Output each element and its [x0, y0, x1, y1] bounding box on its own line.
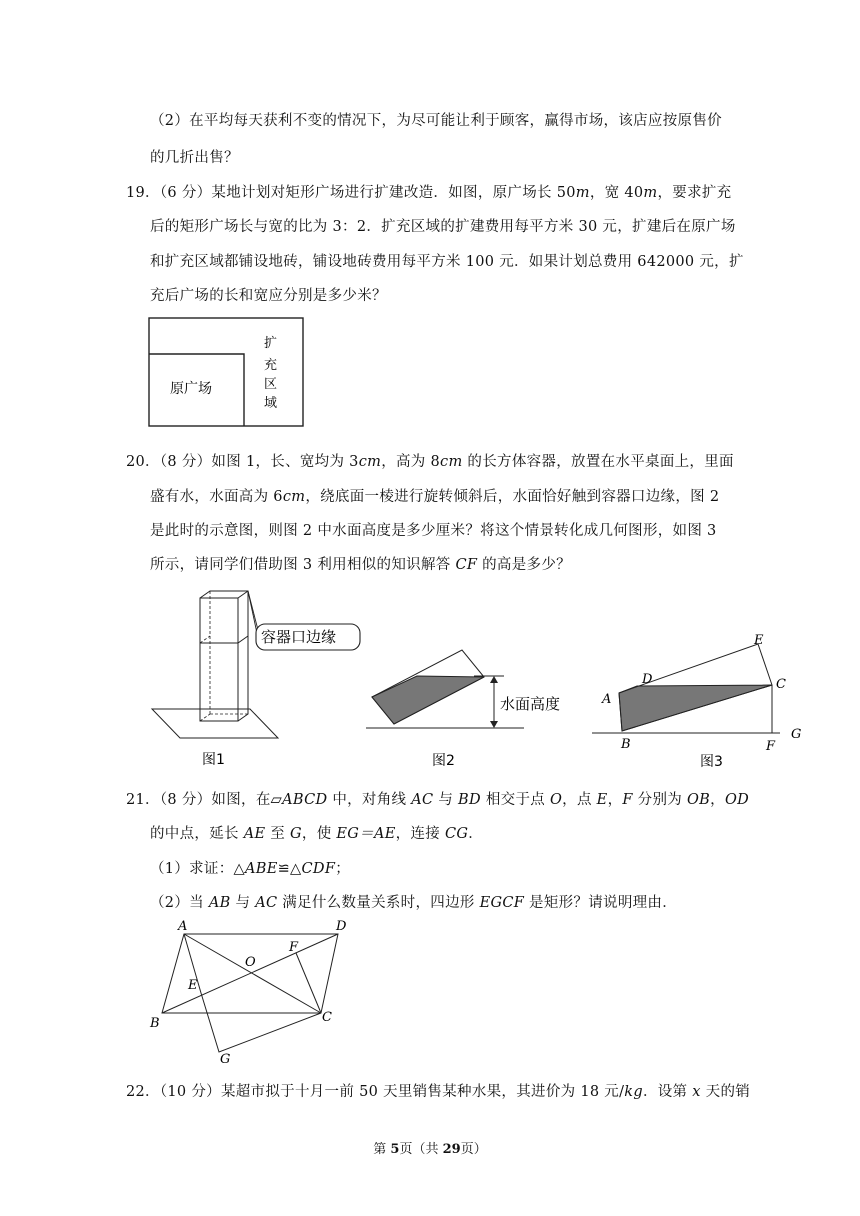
q20-fig2-arrowhead-down — [490, 721, 498, 728]
q20-fig1-hidden-edge — [200, 714, 210, 721]
q21-var: AC — [411, 792, 434, 808]
q20-fig1-water-hidden — [200, 636, 210, 643]
q19-expand-label-1: 扩 — [264, 336, 278, 351]
q19-text: 和扩充区域都铺设地砖，铺设地砖费用每平方米 100 元．如果计划总费用 642000 元，扩 — [150, 254, 744, 270]
q20-unit: cm — [440, 454, 463, 470]
q21-var: O — [549, 792, 563, 808]
q20-figure2 — [366, 645, 581, 770]
q20-fig3-point-F: F — [766, 739, 776, 754]
q21-figure — [144, 917, 364, 1067]
footer-text: 页） — [460, 1142, 487, 1157]
q22-unit: kg — [624, 1084, 643, 1100]
q20-text: 盛有水，水面高为 6 — [150, 489, 283, 505]
q21-text: ，连接 — [395, 826, 445, 842]
q19-line3 — [150, 250, 744, 271]
q21-var: AB — [208, 895, 231, 911]
q20-fig1-table — [152, 709, 278, 738]
q20-line1 — [126, 450, 734, 471]
q21-diagonal-bd — [162, 934, 338, 1013]
q21-part2 — [150, 891, 677, 912]
total-pages: 29 — [442, 1142, 461, 1157]
q19-expand-label-4: 域 — [264, 396, 278, 411]
q20-text: ，高为 8 — [381, 454, 441, 470]
q19-expand-label-3: 区 — [264, 377, 278, 392]
q21-text: 中，对角线 — [327, 792, 412, 808]
q20-var: CF — [455, 557, 478, 573]
q22-text: 天的销 — [700, 1084, 751, 1100]
q21-var: EGCF — [479, 895, 525, 911]
q21-var: BD — [458, 792, 481, 808]
q21-ae-to-g-to-c — [184, 934, 321, 1052]
q20-fig1-box-front — [200, 598, 238, 721]
q19-figure — [148, 317, 306, 429]
q21-point-B: B — [150, 1016, 160, 1031]
q20-fig3-caption: 图3 — [700, 754, 723, 770]
q20-fig2-water — [372, 676, 484, 724]
page-footer — [0, 1138, 860, 1157]
q22-line1 — [126, 1080, 750, 1101]
q21-var: EG＝AE — [336, 826, 396, 842]
q20-line2 — [150, 485, 719, 506]
q19-line1 — [126, 181, 731, 202]
q21-text: ≌△ — [277, 861, 302, 877]
page-number: 5 — [390, 1142, 400, 1157]
q20-text: 20．（8 分）如图 1，长、宽均为 3 — [126, 454, 359, 470]
q21-text: 的中点，延长 — [150, 826, 244, 842]
q20-text: 所示，请同学们借助图 3 利用相似的知识解答 — [150, 557, 456, 573]
q21-point-F: F — [289, 940, 299, 955]
q21-text: ，点 — [562, 792, 597, 808]
q21-text: ，使 — [301, 826, 337, 842]
q21-text: 是矩形？请说明理由． — [524, 895, 678, 911]
q21-var: CG — [444, 826, 469, 842]
q21-text: 分别为 — [632, 792, 687, 808]
q18-part2-text2: 的几折出售？ — [150, 150, 239, 166]
q20-fig3-point-C: C — [776, 677, 786, 692]
q20-fig2-caption: 图2 — [432, 753, 455, 769]
q21-var: CDF — [301, 861, 336, 877]
q21-var: OD — [724, 792, 750, 808]
q21-text: （2）当 — [150, 895, 209, 911]
q21-text: 至 — [265, 826, 290, 842]
q20-unit: cm — [282, 489, 306, 505]
q21-var: OB — [686, 792, 711, 808]
q21-cf — [296, 953, 321, 1013]
q20-unit: cm — [358, 454, 382, 470]
q21-text: 相交于点 — [480, 792, 550, 808]
footer-text: 页（共 — [399, 1142, 443, 1157]
q19-expand-label-2: 充 — [264, 358, 278, 373]
q21-text: ， — [710, 792, 725, 808]
q21-part1 — [150, 857, 350, 878]
q21-var: AC — [255, 895, 278, 911]
q19-text: 19．（6 分）某地计划对矩形广场进行扩建改造．如图，原广场长 50 — [126, 185, 576, 201]
q20-fig1-callout: 容器口边缘 — [261, 628, 337, 646]
q21-text: ， — [607, 792, 623, 808]
q21-text: 与 — [230, 895, 256, 911]
q21-var: ABE — [244, 861, 278, 877]
q20-fig3-point-G: G — [791, 727, 802, 742]
q21-var: ABCD — [282, 792, 328, 808]
q21-text: ； — [335, 861, 351, 877]
q21-point-D: D — [336, 919, 347, 934]
q19-outer-rect — [149, 318, 303, 426]
q18-part2-text1: （2）在平均每天获利不变的情况下，为尽可能让利于顾客，赢得市场，该店应按原售价 — [150, 113, 722, 129]
q20-text: 是此时的示意图，则图 2 中水面高度是多少厘米？将这个情景转化成几何图形，如图 3 — [150, 523, 717, 539]
q21-diagonal-ac — [184, 934, 321, 1013]
q20-text: ，绕底面一棱进行旋转倾斜后，水面恰好触到容器口边缘，图 2 — [305, 489, 720, 505]
footer-text: 第 — [373, 1142, 391, 1157]
q22-text: ．设第 — [642, 1084, 693, 1100]
q21-text: （1）求证：△ — [150, 861, 245, 877]
q19-original-label: 原广场 — [170, 381, 212, 397]
q21-text: 与 — [433, 792, 459, 808]
q19-text: ，宽 40 — [589, 185, 644, 201]
q21-text: ． — [468, 826, 484, 842]
q20-fig1-box-back — [200, 591, 248, 721]
q19-text: 充后广场的长和宽应分别是多少米？ — [150, 288, 387, 304]
q19-text: 后的矩形广场长与宽的比为 3：2．扩充区域的扩建费用每平方米 30 元，扩建后在原广场 — [150, 219, 736, 235]
q20-fig3-point-B: B — [621, 737, 631, 752]
q19-unit: m — [575, 185, 590, 201]
q21-line1 — [126, 788, 749, 809]
q21-point-A: A — [178, 919, 188, 934]
q21-var: G — [290, 826, 302, 842]
q20-text: 的高是多少？ — [477, 557, 571, 573]
q20-line3 — [150, 519, 717, 540]
q19-unit: m — [643, 185, 658, 201]
q20-fig1-water-line — [200, 636, 248, 643]
q19-line4 — [150, 284, 387, 305]
q20-text: 的长方体容器，放置在水平桌面上，里面 — [462, 454, 734, 470]
q21-line2 — [150, 822, 483, 843]
q20-line4 — [150, 553, 571, 574]
q20-fig3-point-A: A — [602, 692, 612, 707]
q20-fig3-point-E: E — [754, 633, 764, 648]
q20-fig1-caption: 图1 — [202, 752, 225, 768]
q20-fig2-label: 水面高度 — [500, 695, 561, 713]
q20-figure3 — [592, 630, 812, 772]
q21-text: 21．（8 分）如图，在▱ — [126, 792, 283, 808]
q19-text: ，要求扩充 — [657, 185, 732, 201]
q21-var: AE — [243, 826, 266, 842]
q19-line2 — [150, 215, 736, 236]
q21-var: F — [622, 792, 633, 808]
q20-figure1 — [150, 588, 365, 770]
q18-part2-line1 — [150, 109, 722, 130]
q18-part2-line2 — [150, 146, 239, 167]
q20-fig2-arrowhead-up — [490, 676, 498, 683]
q21-point-E: E — [188, 978, 198, 993]
q21-point-C: C — [322, 1010, 332, 1025]
q20-fig3-point-D: D — [642, 672, 653, 687]
q20-fig1-edge — [238, 591, 248, 598]
q22-var: x — [692, 1084, 701, 1100]
q22-text: 22．（10 分）某超市拟于十月一前 50 天里销售某种水果，其进价为 18 元/ — [126, 1084, 625, 1100]
q21-point-G: G — [220, 1052, 231, 1067]
q21-point-O: O — [245, 955, 256, 970]
q21-var: E — [596, 792, 608, 808]
q21-text: 满足什么数量关系时，四边形 — [277, 895, 480, 911]
